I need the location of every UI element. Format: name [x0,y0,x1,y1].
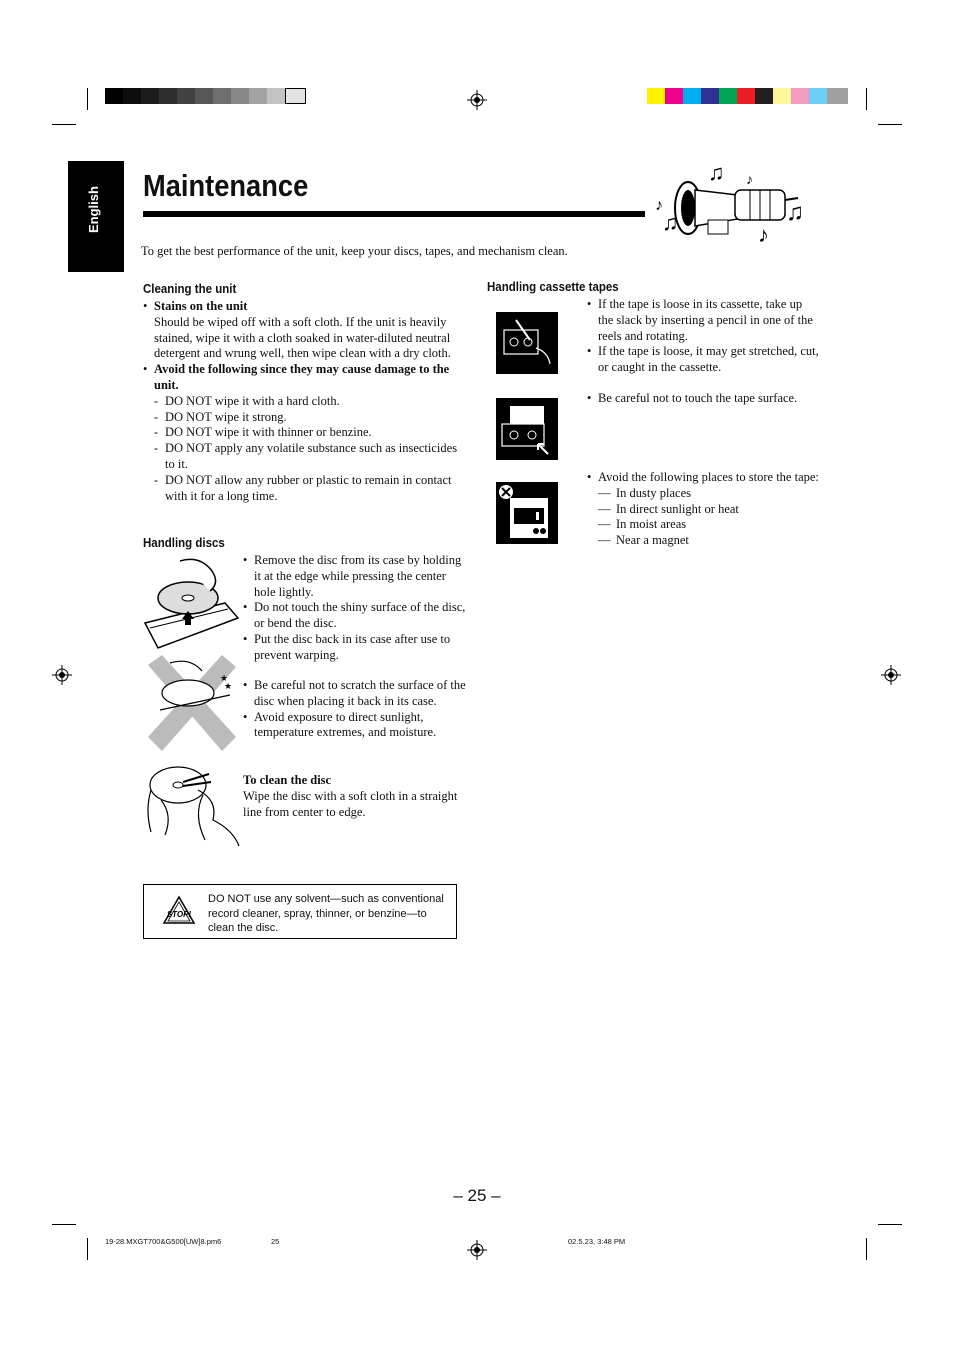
gray-swatch [213,88,231,104]
storage-place-item: — In moist areas [598,517,819,533]
stop-sign-icon [162,895,196,925]
color-swatch [809,88,827,104]
stains-title: Stains on the unit [154,299,248,313]
color-swatch [665,88,683,104]
avoid-item [143,362,469,504]
language-label: English [86,186,101,233]
svg-text:★: ★ [220,673,229,683]
registration-mark-icon [881,665,901,685]
stop-warning-box [143,884,457,939]
color-swatch [701,88,719,104]
svg-text:♫: ♫ [662,210,679,235]
footer-page: 25 [271,1237,280,1246]
avoid-list-item: - DO NOT wipe it with a hard cloth. [154,394,469,410]
avoid-title: Avoid the following since they may cause damage to the unit. [154,362,450,392]
tape-surface-illustration-icon [496,398,558,460]
stop-sign-text: STOP! [166,910,192,919]
gray-swatch [177,88,195,104]
footer-date: 02.5.23, 3:48 PM [568,1237,626,1246]
gray-swatch [267,88,285,104]
color-swatch [737,88,755,104]
page-title: Maintenance [143,168,309,203]
disc-cleaning-title: To clean the disc [243,773,332,787]
color-swatch [791,88,809,104]
tapes-group-1 [587,297,819,376]
gray-swatch [285,88,306,104]
section-heading-cleaning: Cleaning the unit [143,282,237,296]
color-swatch [647,88,665,104]
page-number: – 25 – [453,1186,501,1205]
stains-item [143,299,469,362]
section-heading-discs: Handling discs [143,536,225,550]
gray-swatch [105,88,123,104]
color-swatch [755,88,773,104]
avoid-list-item: - DO NOT wipe it with thinner or benzine. [154,425,469,441]
trumpet-illustration-icon [650,160,815,245]
registration-mark-icon [467,1240,487,1260]
stop-warning-text: DO NOT use any solvent—such as conventional record cleaner, spray, thinner, or benzine—to clean the disc. [208,893,444,934]
gray-swatch [231,88,249,104]
gray-swatch [249,88,267,104]
stains-text: Should be wiped off with a soft cloth. If the unit is heavily stained, wipe it with a cloth soaked in water-diluted neutral detergent and wrung well, then wipe clean with a dry cloth. [154,314,451,361]
registration-mark-icon [467,90,487,110]
registration-mark-icon [52,665,72,685]
disc-tip-item: • Put the disc back in its case after use to prevent warping. [243,632,469,664]
avoid-list-item: - DO NOT wipe it strong. [154,410,469,426]
tape-pencil-illustration-icon [496,312,558,374]
disc-tip-item: • Avoid exposure to direct sunlight, temperature extremes, and moisture. [243,710,469,742]
disc-tip-item: • Be careful not to scratch the surface of the disc when placing it back in its case. [243,678,469,710]
gray-swatch [141,88,159,104]
disc-scratch-prohibited-illustration-icon [140,655,244,753]
svg-text:♪: ♪ [746,171,753,187]
color-swatch [773,88,791,104]
disc-cleaning-illustration-icon [143,760,241,848]
avoid-list-item: - DO NOT apply any volatile substance such as insecticides to it. [154,441,469,473]
svg-text:★: ★ [224,681,233,691]
storage-place-item: — Near a magnet [598,533,819,549]
tapes-group-3 [587,470,819,549]
intro-text: To get the best performance of the unit, keep your discs, tapes, and mechanism clean. [141,244,568,258]
footer-file-name: 19-28.MXGT700&G500[UW]8.pm6 [105,1237,222,1246]
disc-removal-illustration-icon [140,553,240,653]
discs-list-b [243,678,469,741]
tape-storage-illustration-icon [496,482,558,544]
disc-cleaning-text: Wipe the disc with a soft cloth in a straight line from center to edge. [243,788,458,819]
storage-place-item: — In direct sunlight or heat [598,502,819,518]
svg-text:♪: ♪ [758,222,769,245]
svg-text:♫: ♫ [708,160,725,185]
tape-tip-item: • If the tape is loose in its cassette, take up the slack by inserting a pencil in one of the reels and rotating. [587,297,819,344]
tape-tip-item: • If the tape is loose, it may get stretched, cut, or caught in the cassette. [587,344,819,376]
gray-swatch [123,88,141,104]
language-side-tab [68,161,124,272]
title-rule [143,211,645,217]
tapes-group-2 [587,391,819,407]
section-heading-tapes: Handling cassette tapes [487,280,619,294]
tape-storage-item [587,470,819,549]
svg-text:♫: ♫ [786,199,804,226]
disc-cleaning-block [243,773,473,820]
gray-swatch [159,88,177,104]
color-swatch [827,88,848,104]
avoid-list-item: - DO NOT allow any rubber or plastic to remain in contact with it for a long time. [154,473,469,505]
cleaning-section [143,299,469,504]
tape-tip-item: • Be careful not to touch the tape surface. [587,391,819,407]
svg-text:♪: ♪ [655,197,663,214]
gray-swatch [195,88,213,104]
tape-storage-intro: Avoid the following places to store the tape: [598,470,819,484]
disc-tip-item: • Remove the disc from its case by holding it at the edge while pressing the center hole lightly. [243,553,469,600]
color-swatch [719,88,737,104]
discs-list-a [243,553,469,664]
disc-tip-item: • Do not touch the shiny surface of the disc, or bend the disc. [243,600,469,632]
color-swatch [683,88,701,104]
storage-place-item: — In dusty places [598,486,819,502]
